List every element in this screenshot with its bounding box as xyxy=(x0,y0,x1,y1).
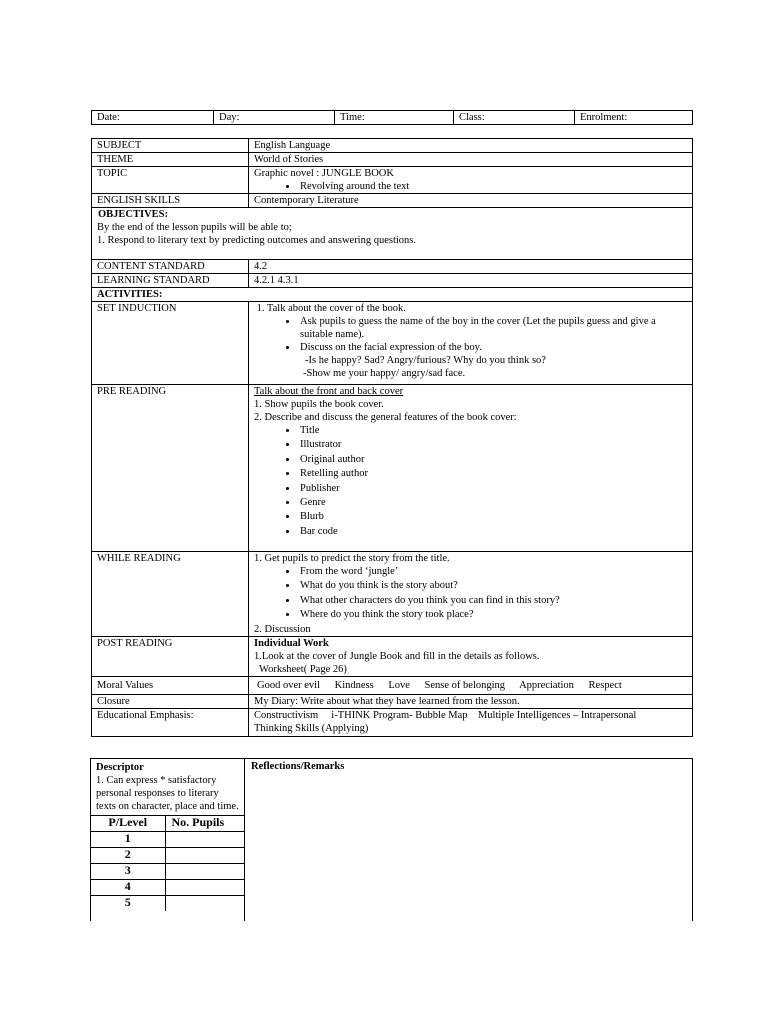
post-reading-label: POST READING xyxy=(92,637,249,677)
plevel-value: 3 xyxy=(91,864,165,880)
skills-value: Contemporary Literature xyxy=(249,194,693,208)
activities-title: ACTIVITIES: xyxy=(92,288,693,302)
class-cell: Class: xyxy=(454,111,575,125)
pre-reading-bullet: • Bar code xyxy=(298,525,687,539)
objectives-title: OBJECTIVES: xyxy=(98,209,169,220)
moral-values-label: Moral Values xyxy=(92,677,249,695)
pre-reading-heading: Talk about the front and back cover xyxy=(254,386,404,397)
pupils-count-cell xyxy=(165,848,245,864)
post-reading-heading: Individual Work xyxy=(254,638,329,649)
topic-bullet: • Revolving around the text xyxy=(298,180,687,193)
pupils-count-cell xyxy=(165,832,245,848)
plevel-value: 1 xyxy=(91,832,165,848)
moral-value: Respect xyxy=(588,680,622,691)
enrolment-cell: Enrolment: xyxy=(575,111,693,125)
lesson-table xyxy=(91,138,693,737)
pre-reading-bullet: • Original author xyxy=(298,453,687,467)
theme-value: World of Stories xyxy=(249,153,693,167)
assessment-table xyxy=(90,758,693,921)
moral-value: Good over evil xyxy=(257,680,320,691)
post-reading-line2: Worksheet( Page 26) xyxy=(254,664,347,675)
topic-value xyxy=(249,167,693,194)
descriptor-block xyxy=(91,759,244,815)
post-reading-content xyxy=(249,637,693,677)
moral-value: Sense of belonging xyxy=(424,680,506,691)
date-cell: Date: xyxy=(92,111,214,125)
subject-value: English Language xyxy=(249,139,693,153)
emphasis-label: Educational Emphasis: xyxy=(92,709,249,737)
objectives-line2: 1. Respond to literary text by predicting outcomes and answering questions. xyxy=(97,235,417,246)
closure-label: Closure xyxy=(92,695,249,709)
set-induction-content xyxy=(249,302,693,385)
moral-values-content xyxy=(249,677,693,695)
descriptor-text: 1. Can express * satisfactory personal responses to literary texts on character, place and time. xyxy=(96,775,239,812)
topic-label: TOPIC xyxy=(92,167,249,194)
plevel-value: 5 xyxy=(91,896,165,912)
while-reading-bullet: • From the word ‘jungle’ xyxy=(298,565,687,579)
while-reading-bullet: • What other characters do you think you can find in this story? xyxy=(298,594,687,608)
subject-label: SUBJECT xyxy=(92,139,249,153)
objectives-cell xyxy=(92,208,693,260)
moral-value: Appreciation xyxy=(519,680,574,691)
pupils-count-cell xyxy=(165,864,245,880)
emphasis-line2: Thinking Skills (Applying) xyxy=(254,723,369,734)
skills-label: ENGLISH SKILLS xyxy=(92,194,249,208)
reflections-title: Reflections/Remarks xyxy=(251,761,345,772)
pre-reading-content xyxy=(249,385,693,552)
reflections-cell xyxy=(245,759,693,922)
content-standard-label: CONTENT STANDARD xyxy=(92,260,249,274)
while-reading-content xyxy=(249,552,693,637)
while-reading-line1: 1. Get pupils to predict the story from the title. xyxy=(254,553,450,564)
pre-reading-bullet: • Blurb xyxy=(298,510,687,524)
set-induction-sub2: -Show me your happy/ angry/sad face. xyxy=(303,368,466,379)
while-reading-bullets xyxy=(254,565,687,623)
while-reading-bullet: • Where do you think the story took place? xyxy=(298,608,687,622)
moral-value: Love xyxy=(388,680,410,691)
pre-reading-line1: 1. Show pupils the book cover. xyxy=(254,399,384,410)
theme-label: THEME xyxy=(92,153,249,167)
objectives-line1: By the end of the lesson pupils will be able to; xyxy=(97,222,292,233)
plevel-header: P/Level xyxy=(91,816,165,832)
while-reading-line2: 2. Discussion xyxy=(254,623,311,635)
post-reading-line1: 1.Look at the cover of Jungle Book and fill in the details as follows. xyxy=(254,651,540,662)
pre-reading-bullet: • Retelling author xyxy=(298,467,687,481)
set-induction-line1: 1. Talk about the cover of the book. xyxy=(254,303,406,314)
pre-reading-bullet: • Illustrator xyxy=(298,438,687,452)
day-cell: Day: xyxy=(214,111,335,125)
while-reading-label: WHILE READING xyxy=(92,552,249,637)
descriptor-cell xyxy=(91,759,245,922)
emphasis-line1: Constructivism i-THINK Program- Bubble Map Multiple Intelligences – Intrapersonal xyxy=(254,710,637,721)
emphasis-content xyxy=(249,709,693,737)
pre-reading-bullet: • Publisher xyxy=(298,482,687,496)
moral-value: Kindness xyxy=(334,680,374,691)
closure-value: My Diary: Write about what they have learned from the lesson. xyxy=(249,695,693,709)
set-induction-bullet-1: • Ask pupils to guess the name of the boy in the cover (Let the pupils guess and give a suitable name). xyxy=(298,315,687,341)
content-standard-value: 4.2 xyxy=(249,260,693,274)
topic-bullets xyxy=(254,180,687,193)
pre-reading-bullet: • Title xyxy=(298,424,687,438)
set-induction-sub1: -Is he happy? Sad? Angry/furious? Why do you think so? xyxy=(305,355,546,366)
time-cell: Time: xyxy=(335,111,454,125)
topic-text: Graphic novel : JUNGLE BOOK xyxy=(254,168,394,179)
descriptor-title: Descriptor xyxy=(96,762,144,773)
set-induction-bullet-2: • Discuss on the facial expression of the boy. xyxy=(298,341,687,354)
pupils-header: No. Pupils xyxy=(165,816,245,832)
pupils-count-cell xyxy=(165,880,245,896)
learning-standard-value: 4.2.1 4.3.1 xyxy=(249,274,693,288)
plevel-value: 2 xyxy=(91,848,165,864)
set-induction-bullets xyxy=(254,315,687,354)
plevel-table xyxy=(91,815,245,911)
pre-reading-line2: 2. Describe and discuss the general features of the book cover: xyxy=(254,412,517,423)
while-reading-bullet: • What do you think is the story about? xyxy=(298,579,687,593)
header-table xyxy=(91,110,693,125)
pre-reading-label: PRE READING xyxy=(92,385,249,552)
pupils-count-cell xyxy=(165,896,245,912)
pre-reading-bullet: • Genre xyxy=(298,496,687,510)
learning-standard-label: LEARNING STANDARD xyxy=(92,274,249,288)
set-induction-label: SET INDUCTION xyxy=(92,302,249,385)
pre-reading-bullets xyxy=(254,424,687,539)
plevel-value: 4 xyxy=(91,880,165,896)
